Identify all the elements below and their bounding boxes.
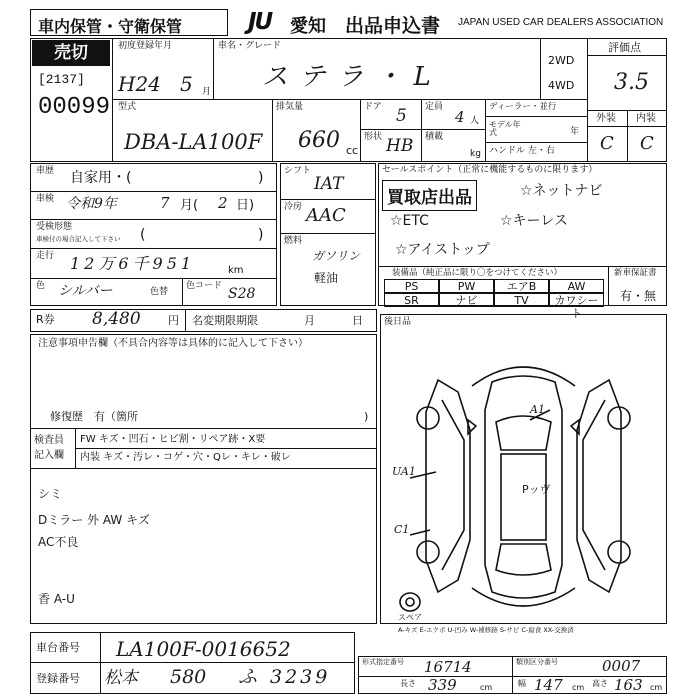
repair-close: ) (364, 410, 369, 423)
reg-number: 3239 (270, 666, 331, 688)
receipt-open: ( (140, 227, 146, 243)
damage-label-ua1: UA1 (392, 465, 416, 478)
model-id-value: 16714 (424, 658, 472, 676)
lot-code: [2137] (38, 72, 85, 87)
load-label: 積載 (425, 132, 444, 142)
inspection-day: 2 (218, 194, 228, 212)
org-name: 愛知 (290, 16, 326, 37)
equipment-item: PW (439, 279, 494, 293)
handle-label: ハンドル 左・右 (489, 146, 555, 156)
rating-value: 3.5 (614, 70, 649, 95)
interior-value: C (640, 133, 654, 154)
width-value: 147 (534, 676, 563, 694)
sales-point-1: ☆ネットナビ (520, 183, 603, 199)
ac-label: 冷房 (284, 202, 303, 212)
damage-label-a1: A1 (530, 403, 545, 416)
receipt-close: ) (258, 227, 264, 243)
exterior-value: C (600, 133, 614, 154)
deadline-month-unit: 月 (304, 314, 315, 327)
equipment-item: TV (494, 293, 549, 307)
history-close: ) (258, 170, 264, 186)
equipment-item: カワシート (549, 293, 604, 307)
doors-value: 5 (396, 106, 407, 126)
mileage-value: 12万6千951 (70, 254, 196, 273)
sales-label: セールスポイント（正常に機能するものに限ります） (382, 165, 598, 175)
width-label: 幅 (518, 679, 526, 688)
equipment-item: SR (384, 293, 439, 307)
shop-badge: 買取店出品 (382, 180, 477, 211)
reg-kana: ふ (238, 666, 258, 688)
reg-year: H24 (118, 72, 161, 96)
receipt-label: 受検形態 (36, 222, 73, 232)
doors-label: ドア (364, 102, 382, 112)
sales-point-4: ☆アイストップ (395, 242, 490, 258)
chassis-value: LA100F-0016652 (116, 637, 291, 661)
inspection-value: 令和9年 (66, 196, 117, 212)
repair-label: 修復歴 有（箇所 (50, 410, 138, 423)
model-id-label: 形式指定番号 (362, 658, 404, 666)
damage-legend: A-キズ E-エクボ U-凹み W-補修跡 S-サビ C-腐食 XX-交換済 (398, 626, 574, 634)
note-handwritten-3: AC不良 (38, 535, 79, 549)
equipment-item: エアB (494, 279, 549, 293)
displacement-value: 660 (298, 128, 340, 153)
car-damage-diagram (380, 330, 667, 620)
inspector-label-2: 記入欄 (34, 450, 64, 461)
warranty-value: 有・無 (620, 289, 657, 303)
inspection-day-unit: 日) (236, 198, 255, 213)
equipment-item: ナビ (439, 293, 494, 307)
warranty-label: 新車保証書 (614, 268, 657, 278)
length-value: 339 (428, 676, 457, 694)
rating-label: 評価点 (608, 41, 641, 54)
model-year-label: モデル年式 (489, 120, 521, 137)
note-handwritten-1: シミ (38, 487, 63, 501)
history-label: 車歴 (36, 166, 55, 176)
model-year-unit: 年 (570, 127, 580, 137)
notes-box (30, 334, 377, 624)
capacity-value: 4 (455, 108, 465, 126)
note-handwritten-2: Dミラー 外 AW キズ (38, 513, 150, 527)
fuel-label: 燃料 (284, 236, 303, 246)
mileage-unit: km (228, 265, 244, 276)
fuel-diesel: 軽油 (314, 271, 339, 285)
note-handwritten-4: 香 A-U (38, 592, 75, 606)
receipt-note: 車検付の場合記入して下さい (36, 235, 121, 243)
height-unit: cm (650, 683, 663, 692)
ju-logo: JU (248, 9, 272, 35)
reg-area: 松本 (104, 668, 138, 688)
reg-number-label: 登録番号 (36, 672, 80, 685)
color-change-label: 色替 (150, 287, 169, 297)
ac-value: AAC (306, 205, 346, 226)
sold-badge: 売切 (32, 40, 110, 66)
fuel-gas: ガソリン (312, 249, 361, 263)
coupon-label: R券 (36, 313, 55, 326)
height-value: 163 (614, 676, 643, 694)
displacement-unit: cc (346, 144, 359, 157)
inspector-line-2: 内装 キズ・汚レ・コゲ・穴・Qレ・キレ・破レ (80, 452, 291, 463)
interior-label: 内装 (636, 113, 656, 124)
equip-label: 装備品（純正品に限り〇をつけてください） (392, 268, 563, 278)
lot-number: 00099 (38, 94, 111, 121)
color-label: 色 (36, 281, 46, 291)
length-unit: cm (480, 683, 493, 692)
category-label: 類別区分番号 (516, 658, 558, 666)
equipment-item: AW (549, 279, 604, 293)
spare-label: スペア (398, 613, 422, 622)
capacity-label: 定員 (425, 102, 444, 112)
storage-label: 車内保管・守衛保管 (38, 17, 183, 36)
inspection-month-unit: 月( (180, 198, 199, 213)
shift-value: IAT (314, 174, 344, 194)
damage-label-center: Pッヴ (522, 483, 551, 496)
chassis-label: 車台番号 (36, 641, 80, 654)
width-unit: cm (572, 683, 585, 692)
category-value: 0007 (602, 657, 641, 675)
dealer-label: ディーラー・並行 (489, 102, 557, 112)
color-value: シルバー (58, 283, 113, 299)
height-label: 高さ (592, 679, 608, 688)
drive-4wd: 4WD (548, 79, 575, 92)
displacement-label: 排気量 (276, 102, 304, 112)
shape-value: HB (386, 136, 414, 156)
deadline-label: 名変期限期限 (192, 314, 258, 327)
reg-label: 初度登録年月 (118, 41, 173, 51)
history-value: 自家用・( (70, 170, 132, 186)
association-name: JAPAN USED CAR DEALERS ASSOCIATION (458, 17, 664, 28)
name-value: ステラ・L (262, 62, 443, 92)
mileage-label: 走行 (36, 251, 55, 261)
inspector-label-1: 検査員 (34, 435, 64, 446)
sales-point-3: ☆キーレス (500, 213, 568, 229)
inspection-label: 車検 (36, 194, 55, 204)
reg-month-unit: 月 (202, 87, 212, 97)
notes-label: 注意事項申告欄（不具合内容等は具体的に記入して下さい） (38, 338, 308, 349)
model-label: 型式 (118, 102, 137, 112)
model-value: DBA-LA100F (124, 130, 263, 154)
reg-month: 5 (180, 72, 193, 96)
damage-label-c1: C1 (394, 523, 410, 536)
reg-class: 580 (170, 666, 207, 688)
capacity-unit: 人 (470, 116, 480, 126)
name-label: 車名・グレード (218, 41, 282, 51)
inspection-month: 7 (160, 194, 170, 212)
shift-label: シフト (284, 166, 312, 176)
load-unit: kg (470, 149, 481, 159)
color-code-value: S28 (228, 286, 256, 302)
color-code-label: 色コード (186, 281, 223, 291)
length-label: 長さ (400, 679, 416, 688)
deadline-day-unit: 日 (352, 314, 363, 327)
later-label: 後日品 (384, 317, 412, 327)
form-title: 出品申込書 (345, 15, 441, 37)
drive-2wd: 2WD (548, 54, 575, 67)
inspector-line-1: FW キズ・凹石・ヒビ割・リペア跡・X要 (80, 434, 266, 445)
coupon-value: 8,480 (92, 309, 141, 329)
exterior-label: 外装 (596, 113, 616, 124)
equipment-item: PS (384, 279, 439, 293)
shape-label: 形状 (364, 132, 383, 142)
sales-point-2: ☆ETC (390, 213, 429, 229)
coupon-unit: 円 (168, 314, 179, 327)
